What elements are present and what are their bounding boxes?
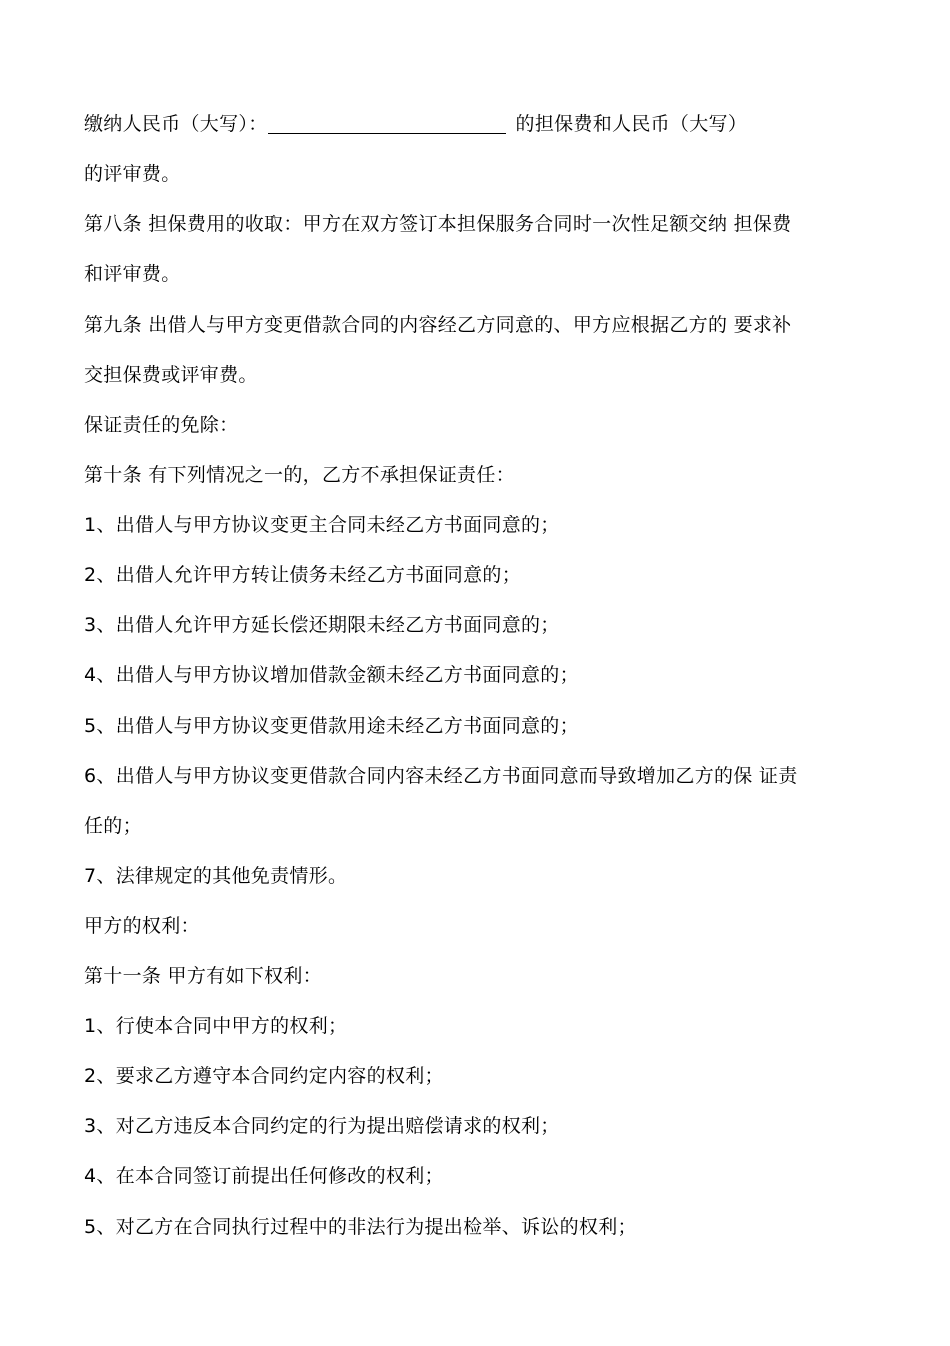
text-line: 和评审费。 (84, 263, 181, 285)
fee-prefix-text: 缴纳人民币（大写）： (84, 113, 268, 135)
list-item: 5、出借人与甲方协议变更借款用途未经乙方书面同意的； (84, 715, 579, 737)
list-item: 7、法律规定的其他免责情形。 (84, 865, 348, 887)
text-line: 任的； (84, 815, 142, 837)
fee-suffix-text: 的担保费和人民币（大写） (515, 113, 748, 135)
article-9-line: 第九条 出借人与甲方变更借款合同的内容经乙方同意的、甲方应根据乙方的 要求补 (84, 314, 792, 336)
fill-in-blank[interactable] (268, 113, 506, 134)
section-heading: 甲方的权利： (84, 915, 200, 937)
list-item: 5、对乙方在合同执行过程中的非法行为提出检举、诉讼的权利； (84, 1216, 637, 1238)
section-heading: 保证责任的免除： (84, 414, 239, 436)
article-10-line: 第十条 有下列情况之一的，乙方不承担保证责任： (84, 464, 515, 486)
text-line: 交担保费或评审费。 (84, 364, 258, 386)
list-item: 4、在本合同签订前提出任何修改的权利； (84, 1165, 444, 1187)
list-item: 3、对乙方违反本合同约定的行为提出赔偿请求的权利； (84, 1115, 560, 1137)
list-item: 4、出借人与甲方协议增加借款金额未经乙方书面同意的； (84, 664, 579, 686)
list-item: 1、出借人与甲方协议变更主合同未经乙方书面同意的； (84, 514, 560, 536)
list-item: 3、出借人允许甲方延长偿还期限未经乙方书面同意的； (84, 614, 560, 636)
list-item: 1、行使本合同中甲方的权利； (84, 1015, 348, 1037)
fee-payment-line (84, 111, 874, 137)
article-11-line: 第十一条 甲方有如下权利： (84, 965, 322, 987)
list-item: 2、要求乙方遵守本合同约定内容的权利； (84, 1065, 444, 1087)
text-line: 的评审费。 (84, 163, 181, 185)
article-8-line: 第八条 担保费用的收取：甲方在双方签订本担保服务合同时一次性足额交纳 担保费 (84, 213, 792, 235)
list-item: 6、出借人与甲方协议变更借款合同内容未经乙方书面同意而导致增加乙方的保 证责 (84, 765, 798, 787)
list-item: 2、出借人允许甲方转让债务未经乙方书面同意的； (84, 564, 521, 586)
